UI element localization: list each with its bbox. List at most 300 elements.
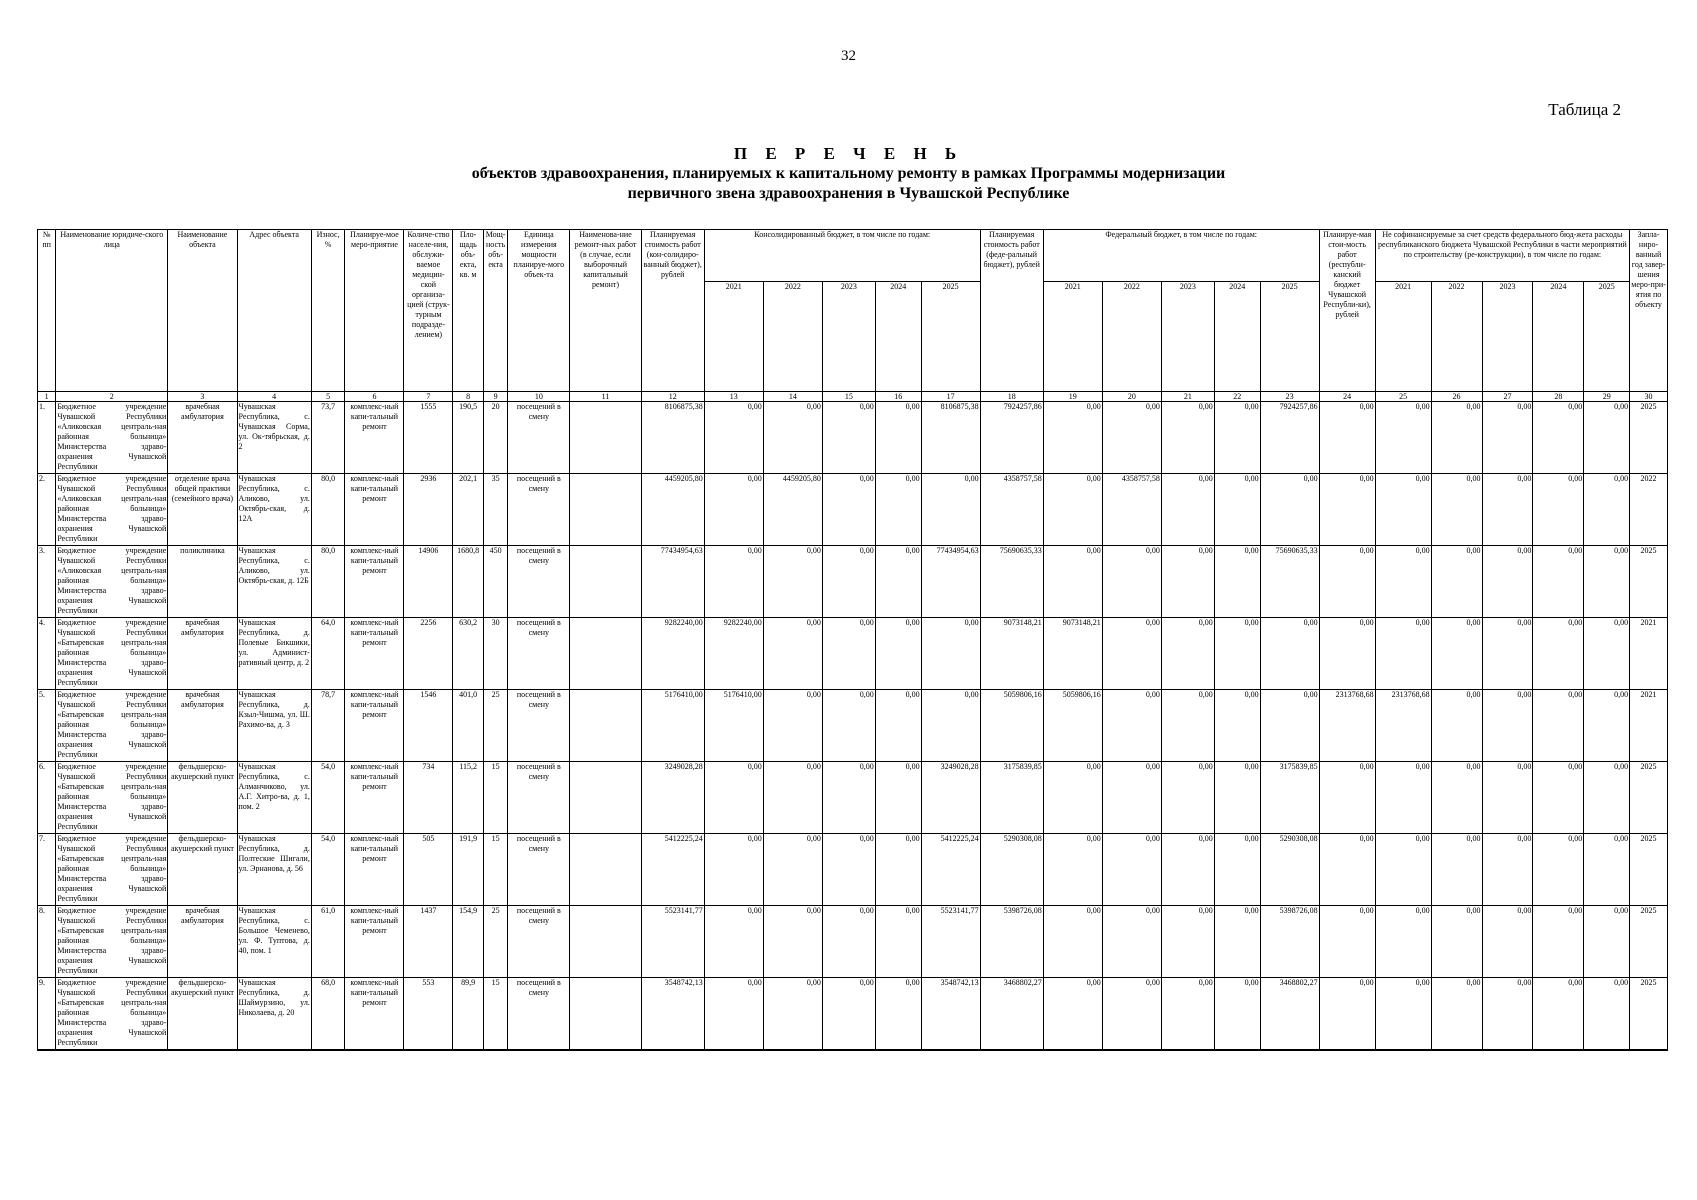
column-number: 7	[404, 392, 453, 402]
header-rep-year: 2023	[1482, 282, 1533, 392]
cell-consolidated-year: 0,00	[763, 546, 822, 618]
cell-completion-year: 2025	[1630, 546, 1668, 618]
cell-republic-year: 0,00	[1375, 618, 1431, 690]
cell-object-name: фельдшерско-акушерский пункт	[168, 978, 237, 1051]
cell-federal-year: 0,00	[1102, 978, 1161, 1051]
cell-cost-consolidated: 5523141,77	[641, 906, 704, 978]
column-number: 10	[508, 392, 570, 402]
column-number: 18	[980, 392, 1043, 402]
cell-object-name: фельдшерско-акушерский пункт	[168, 762, 237, 834]
cell-wear: 61,0	[311, 906, 345, 978]
cell-republic-year: 0,00	[1482, 978, 1533, 1051]
cell-federal-year: 0,00	[1102, 402, 1161, 474]
cell-federal-year: 9073148,21	[1043, 618, 1102, 690]
column-number: 8	[453, 392, 484, 402]
cell-no: 8.	[38, 906, 56, 978]
cell-republic-year: 0,00	[1584, 762, 1630, 834]
cell-republic-year: 0,00	[1431, 618, 1482, 690]
cell-republic-year: 0,00	[1482, 762, 1533, 834]
cell-federal-year: 0,00	[1043, 834, 1102, 906]
cell-unit: посещений в смену	[508, 762, 570, 834]
table-row	[38, 402, 1668, 474]
cell-unit: посещений в смену	[508, 402, 570, 474]
cell-address: Чувашская Республика, д. Полевые Бикшики, ул. Админист-ративный центр, д. 2	[237, 618, 311, 690]
cell-consolidated-year: 3548742,13	[921, 978, 980, 1051]
cell-measure: комплекс-ный капи-тальный ремонт	[345, 978, 404, 1051]
cell-wear: 68,0	[311, 978, 345, 1051]
cell-consolidated-year: 0,00	[763, 834, 822, 906]
cell-consolidated-year: 0,00	[822, 906, 875, 978]
cell-consolidated-year: 0,00	[875, 402, 921, 474]
table-row	[38, 618, 1668, 690]
table-label: Таблица 2	[1548, 100, 1621, 119]
cell-object-name: врачебная амбулатория	[168, 618, 237, 690]
cell-wear: 54,0	[311, 762, 345, 834]
column-number: 15	[822, 392, 875, 402]
cell-completion-year: 2022	[1630, 474, 1668, 546]
cell-consolidated-year: 0,00	[822, 546, 875, 618]
cell-consolidated-year: 0,00	[875, 834, 921, 906]
cell-unit: посещений в смену	[508, 690, 570, 762]
column-number: 23	[1260, 392, 1319, 402]
cell-federal-year: 0,00	[1214, 834, 1260, 906]
cell-no: 1.	[38, 402, 56, 474]
cell-legal-name: Бюджетное учреждение Чувашской Республики «Батыревская централь-ная районная больница» Министерства здраво-охранения Чувашской Республики	[56, 690, 168, 762]
cell-republic-year: 0,00	[1431, 762, 1482, 834]
cell-federal-year: 0,00	[1214, 474, 1260, 546]
cell-measure: комплекс-ный капи-тальный ремонт	[345, 690, 404, 762]
cell-wear: 78,7	[311, 690, 345, 762]
cell-consolidated-year: 0,00	[921, 474, 980, 546]
cell-cost-consolidated: 77434954,63	[641, 546, 704, 618]
cell-republic-year: 0,00	[1533, 762, 1584, 834]
cell-federal-year: 0,00	[1102, 690, 1161, 762]
cell-legal-name: Бюджетное учреждение Чувашской Республики «Аликовская централь-ная районная больница» Министерства здраво-охранения Чувашской Республики	[56, 402, 168, 474]
cell-republic-year: 0,00	[1482, 690, 1533, 762]
cell-federal-year: 0,00	[1214, 762, 1260, 834]
cell-consolidated-year: 0,00	[921, 618, 980, 690]
cell-cost-federal: 3468802,27	[980, 978, 1043, 1051]
header-cons-year: 2023	[822, 282, 875, 392]
cell-federal-year: 5290308,08	[1260, 834, 1319, 906]
cell-consolidated-year: 0,00	[704, 978, 763, 1051]
cell-area: 202,1	[453, 474, 484, 546]
cell-address: Чувашская Республика, д. Кзыл-Чишма, ул. Ш. Рахимо-ва, д. 3	[237, 690, 311, 762]
cell-consolidated-year: 3249028,28	[921, 762, 980, 834]
cell-address: Чувашская Республика, с. Большое Чеменево, ул. Ф. Туптова, д. 40, пом. 1	[237, 906, 311, 978]
cell-republic-year: 0,00	[1375, 834, 1431, 906]
cell-consolidated-year: 5176410,00	[704, 690, 763, 762]
cell-cost-federal: 7924257,86	[980, 402, 1043, 474]
cell-consolidated-year: 0,00	[875, 906, 921, 978]
header-fed-year: 2024	[1214, 282, 1260, 392]
cell-republic-year: 0,00	[1375, 762, 1431, 834]
cell-cost-consolidated: 5412225,24	[641, 834, 704, 906]
column-number: 5	[311, 392, 345, 402]
cell-no: 3.	[38, 546, 56, 618]
cell-wear: 80,0	[311, 474, 345, 546]
cell-legal-name: Бюджетное учреждение Чувашской Республики «Батыревская централь-ная районная больница» Министерства здраво-охранения Чувашской Республики	[56, 978, 168, 1051]
cell-address: Чувашская Республика, д. Полтеские Шигали, ул. Эрнанова, д. 56	[237, 834, 311, 906]
cell-legal-name: Бюджетное учреждение Чувашской Республики «Батыревская централь-ная районная больница» Министерства здраво-охранения Чувашской Республики	[56, 762, 168, 834]
cell-cost-consolidated: 5176410,00	[641, 690, 704, 762]
cell-completion-year: 2025	[1630, 402, 1668, 474]
cell-federal-year: 0,00	[1161, 906, 1214, 978]
cell-address: Чувашская Республика, с. Алманчиково, ул. А.Г. Хитро-ва, д. 1, пом. 2	[237, 762, 311, 834]
cell-measure: комплекс-ный капи-тальный ремонт	[345, 546, 404, 618]
cell-federal-year: 0,00	[1260, 690, 1319, 762]
cell-federal-year: 3175839,85	[1260, 762, 1319, 834]
cell-republic-year: 0,00	[1584, 834, 1630, 906]
cell-republic-year: 0,00	[1533, 978, 1584, 1051]
cell-federal-year: 0,00	[1214, 618, 1260, 690]
header-fed-year: 2021	[1043, 282, 1102, 392]
cell-consolidated-year: 0,00	[704, 906, 763, 978]
cell-consolidated-year: 0,00	[822, 690, 875, 762]
cell-republic-year: 0,00	[1375, 474, 1431, 546]
cell-consolidated-year: 0,00	[763, 618, 822, 690]
cell-republic-year: 0,00	[1584, 474, 1630, 546]
cell-cost-republic: 0,00	[1319, 546, 1375, 618]
cell-federal-year: 0,00	[1102, 906, 1161, 978]
cell-consolidated-year: 0,00	[763, 690, 822, 762]
cell-republic-year: 0,00	[1584, 546, 1630, 618]
cell-completion-year: 2021	[1630, 618, 1668, 690]
column-number: 19	[1043, 392, 1102, 402]
column-number: 3	[168, 392, 237, 402]
column-number: 29	[1584, 392, 1630, 402]
cell-republic-year: 0,00	[1431, 906, 1482, 978]
cell-cost-republic: 2313768,68	[1319, 690, 1375, 762]
cell-capacity: 25	[483, 690, 507, 762]
header-cons-year: 2021	[704, 282, 763, 392]
cell-cost-republic: 0,00	[1319, 474, 1375, 546]
column-number: 24	[1319, 392, 1375, 402]
cell-works	[570, 978, 641, 1051]
cell-address: Чувашская Республика, с. Аликово, ул. Октябрь-ская, д. 12Б	[237, 546, 311, 618]
cell-federal-year: 0,00	[1043, 978, 1102, 1051]
cell-federal-year: 0,00	[1161, 618, 1214, 690]
cell-address: Чувашская Республика, с. Аликово, ул. Октябрь-ская, д. 12А	[237, 474, 311, 546]
cell-republic-year: 0,00	[1533, 834, 1584, 906]
cell-federal-year: 0,00	[1161, 690, 1214, 762]
cell-republic-year: 0,00	[1482, 618, 1533, 690]
cell-area: 154,9	[453, 906, 484, 978]
column-number: 20	[1102, 392, 1161, 402]
cell-republic-year: 0,00	[1584, 978, 1630, 1051]
cell-republic-year: 0,00	[1584, 906, 1630, 978]
cell-federal-year: 0,00	[1161, 402, 1214, 474]
cell-object-name: врачебная амбулатория	[168, 402, 237, 474]
cell-consolidated-year: 0,00	[763, 978, 822, 1051]
table-row	[38, 906, 1668, 978]
cell-capacity: 30	[483, 618, 507, 690]
column-number: 21	[1161, 392, 1214, 402]
header-no: № пп	[38, 230, 56, 392]
cell-object-name: врачебная амбулатория	[168, 906, 237, 978]
cell-consolidated-year: 8106875,38	[921, 402, 980, 474]
objects-table	[37, 229, 1668, 1051]
cell-republic-year: 0,00	[1431, 978, 1482, 1051]
column-number: 26	[1431, 392, 1482, 402]
cell-republic-year: 0,00	[1533, 618, 1584, 690]
cell-republic-year: 0,00	[1431, 546, 1482, 618]
cell-measure: комплекс-ный капи-тальный ремонт	[345, 762, 404, 834]
cell-consolidated-year: 0,00	[875, 978, 921, 1051]
cell-completion-year: 2025	[1630, 978, 1668, 1051]
cell-republic-year: 2313768,68	[1375, 690, 1431, 762]
cell-republic-year: 0,00	[1482, 834, 1533, 906]
header-rep-year: 2025	[1584, 282, 1630, 392]
cell-consolidated-year: 4459205,80	[763, 474, 822, 546]
cell-federal-year: 0,00	[1161, 834, 1214, 906]
cell-unit: посещений в смену	[508, 546, 570, 618]
cell-wear: 73,7	[311, 402, 345, 474]
cell-republic-year: 0,00	[1482, 474, 1533, 546]
cell-republic-year: 0,00	[1533, 474, 1584, 546]
header-area: Пло-щадь объ-екта, кв. м	[453, 230, 484, 392]
cell-consolidated-year: 0,00	[704, 546, 763, 618]
column-number: 11	[570, 392, 641, 402]
cell-republic-year: 0,00	[1375, 978, 1431, 1051]
cell-republic-year: 0,00	[1375, 906, 1431, 978]
cell-object-name: поликлиника	[168, 546, 237, 618]
cell-consolidated-year: 0,00	[822, 978, 875, 1051]
cell-works	[570, 834, 641, 906]
cell-cost-federal: 75690635,33	[980, 546, 1043, 618]
cell-works	[570, 474, 641, 546]
cell-legal-name: Бюджетное учреждение Чувашской Республики «Батыревская централь-ная районная больница» Министерства здраво-охранения Чувашской Республики	[56, 906, 168, 978]
cell-measure: комплекс-ный капи-тальный ремонт	[345, 402, 404, 474]
cell-legal-name: Бюджетное учреждение Чувашской Республики «Батыревская централь-ная районная больница» Министерства здраво-охранения Чувашской Республики	[56, 834, 168, 906]
cell-completion-year: 2025	[1630, 906, 1668, 978]
cell-consolidated-year: 0,00	[822, 834, 875, 906]
cell-consolidated-year: 0,00	[822, 402, 875, 474]
header-rep-year: 2021	[1375, 282, 1431, 392]
cell-cost-republic: 0,00	[1319, 762, 1375, 834]
cell-area: 1680,8	[453, 546, 484, 618]
cell-cost-federal: 5290308,08	[980, 834, 1043, 906]
cell-capacity: 15	[483, 834, 507, 906]
header-fed-year: 2022	[1102, 282, 1161, 392]
column-number: 12	[641, 392, 704, 402]
cell-republic-year: 0,00	[1584, 618, 1630, 690]
document-title	[0, 144, 1697, 204]
cell-federal-year: 5398726,08	[1260, 906, 1319, 978]
cell-capacity: 15	[483, 762, 507, 834]
cell-wear: 64,0	[311, 618, 345, 690]
cell-consolidated-year: 0,00	[763, 906, 822, 978]
cell-unit: посещений в смену	[508, 978, 570, 1051]
cell-republic-year: 0,00	[1533, 546, 1584, 618]
cell-federal-year: 75690635,33	[1260, 546, 1319, 618]
cell-address: Чувашская Республика, с. Чувашская Сорма, ул. Ок-тябрьская, д. 2	[237, 402, 311, 474]
title-line-3: первичного звена здравоохранения в Чувашской Республике	[627, 185, 1070, 202]
cell-consolidated-year: 0,00	[704, 834, 763, 906]
cell-measure: комплекс-ный капи-тальный ремонт	[345, 906, 404, 978]
cell-cost-consolidated: 3548742,13	[641, 978, 704, 1051]
cell-federal-year: 0,00	[1161, 546, 1214, 618]
header-object-name: Наименование объекта	[168, 230, 237, 392]
cell-consolidated-year: 77434954,63	[921, 546, 980, 618]
cell-republic-year: 0,00	[1482, 906, 1533, 978]
cell-federal-year: 0,00	[1043, 906, 1102, 978]
column-number: 27	[1482, 392, 1533, 402]
column-number: 17	[921, 392, 980, 402]
cell-cost-republic: 0,00	[1319, 906, 1375, 978]
header-cons-year: 2022	[763, 282, 822, 392]
column-number: 14	[763, 392, 822, 402]
cell-legal-name: Бюджетное учреждение Чувашской Республики «Аликовская централь-ная районная больница» Министерства здраво-охранения Чувашской Республики	[56, 474, 168, 546]
column-number: 6	[345, 392, 404, 402]
cell-federal-year: 0,00	[1043, 402, 1102, 474]
header-cost-republic: Планируе-мая стои-мость работ (республи-канский бюджет Чувашской Республи-ки), рублей	[1319, 230, 1375, 392]
column-number: 16	[875, 392, 921, 402]
cell-no: 6.	[38, 762, 56, 834]
cell-legal-name: Бюджетное учреждение Чувашской Республики «Батыревская централь-ная районная больница» Министерства здраво-охранения Чувашской Республики	[56, 618, 168, 690]
header-works: Наименова-ние ремонт-ных работ (в случае, если выборочный капитальный ремонт)	[570, 230, 641, 392]
cell-federal-year: 0,00	[1043, 546, 1102, 618]
cell-cost-consolidated: 4459205,80	[641, 474, 704, 546]
cell-capacity: 20	[483, 402, 507, 474]
cell-republic-year: 0,00	[1375, 402, 1431, 474]
cell-consolidated-year: 0,00	[704, 402, 763, 474]
cell-works	[570, 618, 641, 690]
cell-object-name: отделение врача общей практики (семейного врача)	[168, 474, 237, 546]
cell-cost-federal: 4358757,58	[980, 474, 1043, 546]
header-rep-year: 2022	[1431, 282, 1482, 392]
column-number: 2	[56, 392, 168, 402]
column-number: 13	[704, 392, 763, 402]
cell-population: 734	[404, 762, 453, 834]
cell-republic-year: 0,00	[1482, 546, 1533, 618]
cell-republic-year: 0,00	[1431, 402, 1482, 474]
cell-consolidated-year: 9282240,00	[704, 618, 763, 690]
cell-area: 115,2	[453, 762, 484, 834]
cell-area: 89,9	[453, 978, 484, 1051]
cell-cost-federal: 9073148,21	[980, 618, 1043, 690]
column-number: 22	[1214, 392, 1260, 402]
cell-federal-year: 0,00	[1043, 762, 1102, 834]
cell-consolidated-year: 0,00	[875, 618, 921, 690]
header-cons-year: 2025	[921, 282, 980, 392]
cell-area: 190,5	[453, 402, 484, 474]
cell-federal-year: 0,00	[1102, 618, 1161, 690]
header-wear: Износ, %	[311, 230, 345, 392]
column-number: 28	[1533, 392, 1584, 402]
cell-republic-year: 0,00	[1584, 690, 1630, 762]
cell-federal-year: 0,00	[1214, 690, 1260, 762]
cell-wear: 80,0	[311, 546, 345, 618]
cell-no: 7.	[38, 834, 56, 906]
column-number: 30	[1630, 392, 1668, 402]
cell-cost-republic: 0,00	[1319, 834, 1375, 906]
header-completion-year: Запла-ниро-ванный год завер-шения меро-при-ятия по объекту	[1630, 230, 1668, 392]
cell-no: 4.	[38, 618, 56, 690]
title-line-1: П Е Р Е Ч Е Н Ь	[733, 144, 964, 163]
cell-unit: посещений в смену	[508, 618, 570, 690]
cell-republic-year: 0,00	[1375, 546, 1431, 618]
cell-consolidated-year: 0,00	[822, 762, 875, 834]
cell-capacity: 450	[483, 546, 507, 618]
cell-capacity: 35	[483, 474, 507, 546]
cell-works	[570, 762, 641, 834]
cell-federal-year: 0,00	[1214, 906, 1260, 978]
column-numbers-row	[38, 392, 1668, 402]
header-cons-year: 2024	[875, 282, 921, 392]
table-row	[38, 546, 1668, 618]
cell-consolidated-year: 5523141,77	[921, 906, 980, 978]
cell-population: 505	[404, 834, 453, 906]
cell-object-name: врачебная амбулатория	[168, 690, 237, 762]
cell-cost-republic: 0,00	[1319, 618, 1375, 690]
cell-object-name: фельдшерско-акушерский пункт	[168, 834, 237, 906]
cell-federal-year: 0,00	[1161, 762, 1214, 834]
cell-population: 14906	[404, 546, 453, 618]
cell-area: 401,0	[453, 690, 484, 762]
table-row	[38, 834, 1668, 906]
cell-consolidated-year: 0,00	[822, 618, 875, 690]
header-legal-name: Наименование юридиче-ского лица	[56, 230, 168, 392]
cell-consolidated-year: 0,00	[875, 546, 921, 618]
cell-cost-consolidated: 8106875,38	[641, 402, 704, 474]
cell-federal-year: 0,00	[1161, 474, 1214, 546]
cell-unit: посещений в смену	[508, 906, 570, 978]
table-row	[38, 474, 1668, 546]
table-header	[38, 230, 1668, 402]
header-capacity: Мощ-ность объ-екта	[483, 230, 507, 392]
cell-republic-year: 0,00	[1533, 906, 1584, 978]
cell-cost-federal: 5398726,08	[980, 906, 1043, 978]
cell-republic-year: 0,00	[1533, 402, 1584, 474]
column-number: 25	[1375, 392, 1431, 402]
cell-area: 630,2	[453, 618, 484, 690]
cell-cost-republic: 0,00	[1319, 402, 1375, 474]
cell-works	[570, 690, 641, 762]
header-republic-group: Не софинансируемые за счет средств федерального бюд-жета расходы республиканского бюджета Чувашской Республики в части мероприятий по строительству (ре-конструкции), в том числе по годам:	[1375, 230, 1629, 282]
cell-unit: посещений в смену	[508, 474, 570, 546]
header-fed-year: 2025	[1260, 282, 1319, 392]
cell-federal-year: 0,00	[1260, 474, 1319, 546]
cell-area: 191,9	[453, 834, 484, 906]
cell-consolidated-year: 0,00	[704, 762, 763, 834]
cell-consolidated-year: 0,00	[875, 474, 921, 546]
cell-capacity: 25	[483, 906, 507, 978]
cell-cost-federal: 3175839,85	[980, 762, 1043, 834]
cell-federal-year: 5059806,16	[1043, 690, 1102, 762]
header-unit: Единица измерения мощности планируе-мого объек-та	[508, 230, 570, 392]
cell-republic-year: 0,00	[1431, 474, 1482, 546]
cell-federal-year: 0,00	[1260, 618, 1319, 690]
cell-wear: 54,0	[311, 834, 345, 906]
cell-measure: комплекс-ный капи-тальный ремонт	[345, 618, 404, 690]
cell-federal-year: 0,00	[1214, 402, 1260, 474]
cell-consolidated-year: 0,00	[921, 690, 980, 762]
column-number: 4	[237, 392, 311, 402]
cell-cost-consolidated: 3249028,28	[641, 762, 704, 834]
table-row	[38, 690, 1668, 762]
cell-works	[570, 402, 641, 474]
cell-federal-year: 0,00	[1214, 546, 1260, 618]
cell-works	[570, 546, 641, 618]
cell-republic-year: 0,00	[1482, 402, 1533, 474]
cell-federal-year: 0,00	[1102, 546, 1161, 618]
table-body	[38, 402, 1668, 1051]
cell-unit: посещений в смену	[508, 834, 570, 906]
cell-address: Чувашская Республика, д. Шаймурзино, ул. Николаева, д. 20	[237, 978, 311, 1051]
cell-federal-year: 0,00	[1102, 834, 1161, 906]
title-line-2: объектов здравоохранения, планируемых к капитальному ремонту в рамках Программы модернизации	[471, 165, 1226, 182]
